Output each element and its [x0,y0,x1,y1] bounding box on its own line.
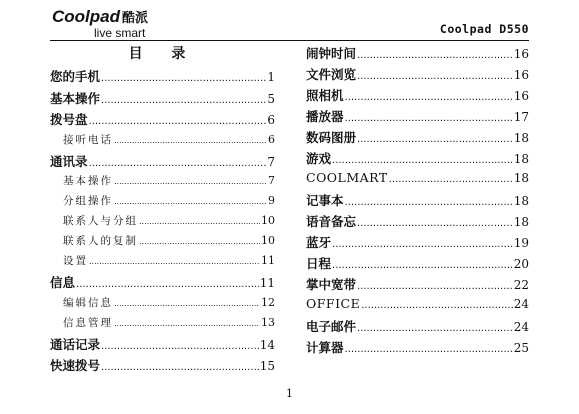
toc-dot-leader [357,134,513,145]
toc-entry-title: 联系人的复制 [63,235,138,247]
toc-dot-leader [332,260,513,271]
toc-entry-title: 记事本 [306,193,344,208]
toc-entry-title: 蓝牙 [306,235,332,250]
toc-entry[interactable] [50,110,275,132]
toc-entry[interactable] [306,191,529,212]
toc-entry-title: 分组操作 [63,195,113,207]
toc-entry-title: COOLMART [306,170,388,185]
toc-subentry[interactable] [50,295,275,315]
toc-entry-page: 24 [513,320,529,334]
toc-dot-leader [361,300,512,311]
toc-entry-title: 您的手机 [50,69,101,84]
toc-entry-page: 9 [268,194,275,207]
toc-entry[interactable] [306,86,529,107]
toc-entry-title: 日程 [306,256,332,271]
toc-dot-leader [114,177,267,186]
toc-dot-leader [357,50,513,61]
logo-tagline: live smart [94,26,146,38]
toc-entry[interactable] [50,89,275,111]
toc-dot-leader [139,237,260,246]
toc-entry[interactable] [50,67,275,89]
toc-entry-page: 6 [267,113,275,127]
toc-entry-page: 22 [513,278,529,292]
toc-entry-page: 12 [261,295,275,309]
toc-entry-title: 接听电话 [63,133,113,146]
toc-entry[interactable] [50,152,275,174]
toc-entry-title: 语音备忘 [306,214,357,229]
toc-dot-leader [89,158,267,169]
toc-entry-page: 11 [259,276,275,290]
toc-entry-title: 文件浏览 [306,67,357,82]
toc-entry-title: 计算器 [306,340,344,355]
toc-dot-leader [89,116,267,127]
page-number: 1 [286,387,293,400]
toc-entry-title: 联系人与分组 [63,215,138,227]
toc-entry-page: 13 [261,315,275,329]
toc-entry-title: 照相机 [306,88,344,103]
toc-dot-leader [114,136,267,145]
toc-entry-page: 17 [513,110,529,124]
toc-entry[interactable] [306,44,529,65]
toc-dot-leader [357,71,513,82]
toc-dot-leader [332,155,513,166]
toc-dot-leader [345,92,513,103]
toc-entry-page: 25 [513,341,529,355]
header-rule [50,40,529,41]
toc-subentry[interactable] [50,193,275,213]
toc-entry-page: 14 [259,337,275,352]
toc-entry-title: 通话记录 [50,336,101,352]
toc-entry-title: 播放器 [306,109,344,124]
toc-entry-page: 18 [513,131,529,145]
toc-dot-leader [139,217,260,226]
toc-dot-leader [345,344,513,355]
toc-dot-leader [357,218,513,229]
toc-entry[interactable] [306,317,529,338]
toc-entry-page: 20 [513,257,529,271]
toc-dot-leader [114,299,260,308]
toc-entry-title: 设置 [63,255,88,267]
toc-entry-page: 10 [261,234,275,247]
toc-entry[interactable] [306,233,529,254]
toc-entry[interactable] [306,275,529,296]
toc-dot-leader [101,341,259,352]
toc-entry-page: 7 [267,154,275,169]
toc-dot-leader [389,174,513,185]
toc-left-column [50,67,275,378]
toc-entry-title: 数码图册 [306,130,357,145]
toc-dot-leader [114,197,267,206]
toc-entry-page: 11 [261,254,275,267]
toc-entry-title: 基本操作 [50,90,101,106]
toc-entry-page: 10 [261,214,275,227]
toc-entry-page: 18 [513,194,529,208]
toc-entry-page: 6 [268,132,275,146]
toc-entry-page: 7 [268,174,275,187]
toc-entry-page: 24 [513,297,529,311]
toc-subentry[interactable] [50,213,275,233]
toc-dot-leader [76,279,259,290]
toc-entry-title: 信息管理 [63,316,113,329]
toc-entry-page: 5 [267,91,275,106]
toc-entry[interactable] [306,170,529,191]
toc-entry[interactable] [50,273,275,295]
toc-entry-page: 19 [513,236,529,250]
toc-entry-title: 编辑信息 [63,296,113,309]
toc-dot-leader [357,281,513,292]
toc-entry-title: OFFICE [306,296,361,311]
toc-entry-title: 闹钟时间 [306,46,357,61]
toc-entry-page: 18 [513,215,529,229]
logo-brand: Coolpad [52,7,120,26]
toc-entry-page: 15 [259,359,275,373]
toc-entry-page: 16 [513,47,529,61]
toc-entry[interactable] [50,335,275,357]
toc-dot-leader [101,95,266,106]
toc-entry-title: 通讯录 [50,153,88,169]
toc-entry-page: 16 [513,89,529,103]
toc-subentry[interactable] [50,132,275,152]
toc-entry[interactable] [306,65,529,86]
toc-entry-title: 游戏 [306,151,332,166]
toc-entry-title: 电子邮件 [306,319,357,334]
toc-subentry[interactable] [50,315,275,335]
toc-entry-title: 信息 [50,275,76,290]
toc-entry-title: 拨号盘 [50,112,88,127]
toc-entry[interactable] [306,107,529,128]
toc-entry-page: 1 [267,70,275,84]
toc-entry[interactable] [306,212,529,233]
toc-subentry[interactable] [50,173,275,193]
toc-entry[interactable] [306,254,529,275]
toc-entry[interactable] [50,356,275,378]
toc-dot-leader [101,73,266,84]
logo-brand-cn: 酷派 [122,11,149,26]
toc-dot-leader [357,323,513,334]
toc-dot-leader [345,197,513,208]
model-name: Coolpad D550 [439,22,529,36]
toc-dot-leader [89,257,260,266]
toc-dot-leader [332,239,513,250]
toc-entry-page: 16 [513,68,529,82]
coolpad-logo [52,6,202,38]
toc-title: 目 录 [128,46,198,62]
toc-entry[interactable] [306,338,529,359]
toc-entry-title: 基本操作 [63,175,113,187]
toc-entry-title: 快速拨号 [50,358,101,373]
toc-entry[interactable] [306,149,529,170]
toc-entry-title: 掌中宽带 [306,277,357,292]
toc-dot-leader [114,319,260,328]
toc-entry-page: 18 [513,171,529,185]
toc-entry[interactable] [306,128,529,149]
toc-entry-page: 18 [513,152,529,166]
toc-subentry[interactable] [50,253,275,273]
toc-right-column [306,44,529,359]
toc-subentry[interactable] [50,233,275,253]
toc-dot-leader [345,113,513,124]
toc-dot-leader [101,362,259,373]
toc-entry[interactable] [306,296,529,317]
